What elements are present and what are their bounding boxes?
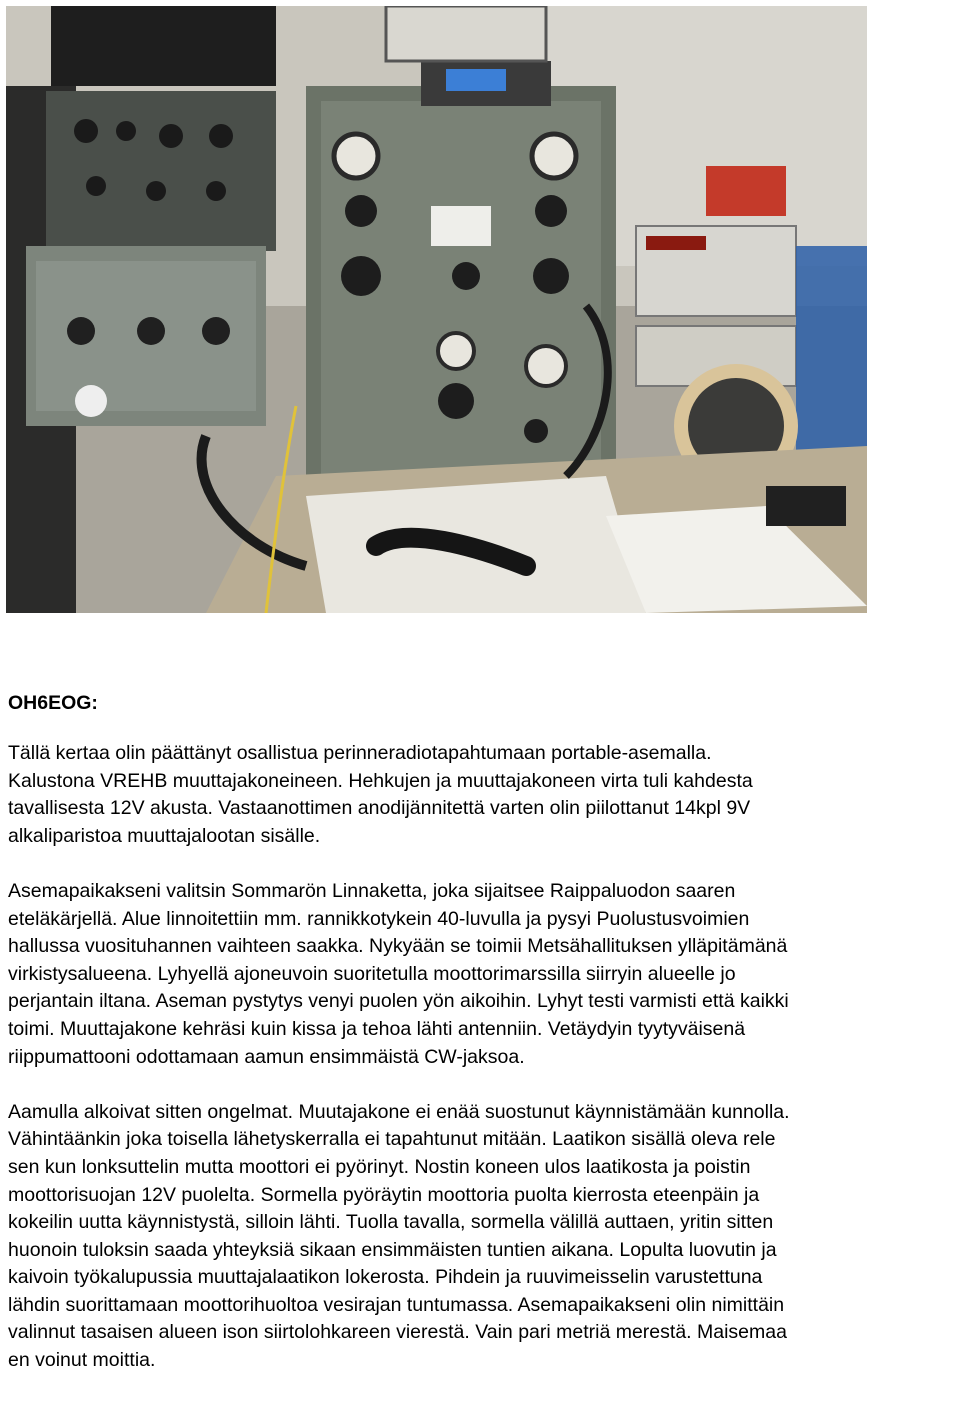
text-line: toimi. Muuttajakone kehräsi kuin kissa ja tehoa lähti antenniin. Vetäydyin tyytyväisenä: [8, 1017, 746, 1040]
text-line: eteläkärjellä. Alue linnoitettiin mm. rannikkotykein 40-luvulla ja pysyi Puolustusvoimien: [8, 907, 750, 930]
text-line: valinnut tasaisen alueen ison siirtolohkareen vierestä. Vain pari metriä merestä. Maisemaa: [8, 1321, 787, 1344]
text-line: virkistysalueena. Lyhyellä ajoneuvoin suoritetulla moottorimarssilla siirryin alueelle jo: [8, 962, 736, 985]
radio-equipment-photo: [6, 6, 867, 613]
text-line: alkaliparistoa muuttajalootan sisälle.: [8, 824, 321, 847]
text-line: hallussa vuosituhannen vaihteen saakka. Nykyään se toimii Metsähallituksen ylläpitämänä: [8, 935, 788, 958]
text-line: moottorisuojan 12V puolelta. Sormella pyöräytin moottoria puolta kierrosta eteenpäin ja: [8, 1183, 760, 1206]
text-line: en voinut moittia.: [8, 1349, 156, 1372]
text-line: sen kun lonksuttelin mutta moottori ei pyörinyt. Nostin koneen ulos laatikosta ja poistin: [8, 1155, 751, 1178]
article-body: [8, 740, 958, 1402]
paragraph-problems: [8, 1099, 958, 1375]
page-heading: OH6EOG:: [8, 692, 98, 714]
text-line: kokeilin uutta käynnistystä, silloin lähti. Tuolla tavalla, sormella välillä auttaen, yritin sitten: [8, 1211, 774, 1234]
paragraph-intro: [8, 740, 958, 850]
text-line: Aamulla alkoivat sitten ongelmat. Muutajakone ei enää suostunut käynnistämään kunnolla.: [8, 1100, 790, 1123]
text-line: Vähintäänkin joka toisella lähetyskerralla ei tapahtunut mitään. Laatikon sisällä oleva rele: [8, 1128, 776, 1151]
text-line: Kalustona VREHB muuttajakoneineen. Hehkujen ja muuttajakoneen virta tuli kahdesta: [8, 769, 753, 792]
text-line: huonoin tuloksin saada yhteyksiä sikaan ensimmäisten tuntien aikana. Lopulta luovutin ja: [8, 1238, 777, 1261]
text-line: kaivoin työkalupussia muuttajalaatikon lokerosta. Pihdein ja ruuvimeisselin varustettuna: [8, 1266, 763, 1289]
text-line: tavallisesta 12V akusta. Vastaanottimen anodijännitettä varten olin piilottanut 14kpl 9V: [8, 797, 751, 820]
text-line: perjantain iltana. Aseman pystytys venyi puolen yön aikoihin. Lyhyt testi varmisti että kaikki: [8, 990, 789, 1013]
text-line: Asemapaikakseni valitsin Sommarön Linnaketta, joka sijaitsee Raippaluodon saaren: [8, 879, 736, 902]
text-line: Tällä kertaa olin päättänyt osallistua perinneradiotapahtumaan portable-asemalla.: [8, 742, 712, 764]
text-line: lähdin suorittamaan moottorihuoltoa vesirajan tuntumassa. Asemapaikakseni olin nimittäin: [8, 1293, 785, 1316]
paragraph-location: [8, 878, 958, 1071]
text-line: riippumattooni odottamaan aamun ensimmäistä CW-jaksoa.: [8, 1045, 525, 1068]
